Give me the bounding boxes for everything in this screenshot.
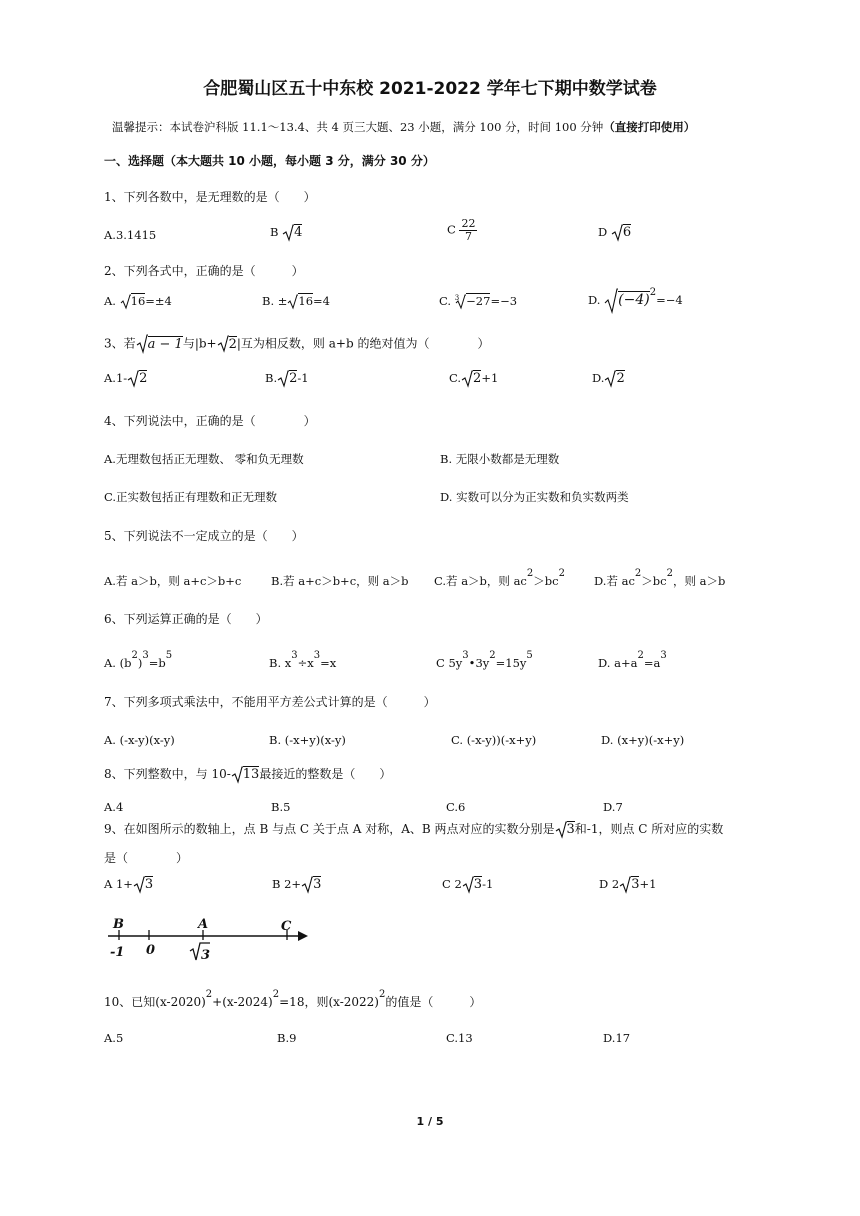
q9-a-prefix: A 1+ bbox=[104, 877, 133, 891]
q1-option-d bbox=[598, 224, 631, 242]
q5-d-exp-1: 2 bbox=[634, 568, 642, 579]
q3-option-d bbox=[592, 370, 625, 388]
q2-c-root-index: 3 bbox=[454, 294, 460, 303]
q6-c-post: =15y bbox=[495, 656, 527, 670]
q8-stem-post: 最接近的整数是（ ） bbox=[259, 767, 392, 781]
q10-stem-pre: 10、已知(x-2020) bbox=[104, 995, 206, 1009]
exam-hint bbox=[112, 119, 695, 135]
hint-bold: （直接打印使用） bbox=[603, 120, 696, 134]
q6-c-mid: •3y bbox=[468, 656, 490, 670]
number-line-figure bbox=[104, 912, 314, 964]
radical-sign-icon bbox=[611, 224, 623, 242]
q3-radicand-2: 2 bbox=[228, 336, 237, 352]
arrow-right-icon bbox=[298, 931, 308, 941]
q1-option-b bbox=[270, 224, 302, 242]
q6-b-pre: B. x bbox=[269, 656, 292, 670]
question-9-stem bbox=[104, 820, 723, 839]
section-heading: 一、选择题（本大题共 10 小题，每小题 3 分，满分 30 分） bbox=[104, 154, 435, 168]
radical-sign-icon bbox=[462, 876, 474, 894]
q5-option-d bbox=[594, 568, 726, 589]
q5-c-pre: C.若 a＞b，则 ac bbox=[434, 574, 527, 588]
radical-sign-icon bbox=[555, 821, 567, 839]
q9-radicand: 3 bbox=[566, 822, 575, 837]
q6-a-pre: A. (b bbox=[104, 656, 132, 670]
q2-d-prefix: D. bbox=[588, 293, 601, 307]
q10-option-c: C.13 bbox=[446, 1031, 473, 1045]
q6-a-exp-2: 3 bbox=[142, 650, 149, 661]
q6-c-exp-2: 2 bbox=[489, 650, 496, 661]
q6-b-exp-2: 3 bbox=[313, 650, 321, 661]
q9-d-prefix: D 2 bbox=[599, 877, 620, 891]
q8-stem-pre: 8、下列整数中，与 10- bbox=[104, 767, 231, 781]
q5-option-c bbox=[434, 568, 565, 589]
q4-option-b: B. 无限小数都是无理数 bbox=[440, 452, 560, 466]
question-2-stem: 2、下列各式中，正确的是（ ） bbox=[104, 264, 304, 278]
radical-sign-icon bbox=[604, 288, 618, 314]
q1-b-radicand: 4 bbox=[294, 225, 303, 240]
radical-sign-icon bbox=[287, 294, 298, 310]
q8-option-b: B.5 bbox=[271, 800, 291, 814]
q1-c-fraction bbox=[459, 218, 477, 243]
q3-stem-mid: 与|b+ bbox=[182, 336, 217, 351]
q2-option-c bbox=[439, 294, 517, 310]
q9-option-b bbox=[272, 876, 321, 894]
q9-b-prefix: B 2+ bbox=[272, 877, 302, 891]
q6-a-exp-1: 2 bbox=[131, 650, 138, 661]
q5-c-exp-2: 2 bbox=[558, 568, 565, 579]
q6-b-mid: ÷x bbox=[297, 656, 314, 670]
q5-option-b: B.若 a+c＞b+c，则 a＞b bbox=[271, 574, 409, 588]
radical-sign-icon bbox=[619, 876, 631, 894]
q2-d-suffix: =−4 bbox=[656, 293, 683, 307]
q3-stem-post: |互为相反数，则 a+b 的绝对值为（ ） bbox=[236, 336, 490, 351]
q2-b-suffix: =4 bbox=[313, 294, 330, 308]
hint-text: 温馨提示：本试卷沪科版 11.1～13.4、共 4 页三大题、23 小题，满分 100 分，时间 100 分钟 bbox=[112, 120, 604, 134]
q6-option-a bbox=[104, 650, 173, 670]
q3-d-prefix: D. bbox=[592, 371, 605, 385]
point-label-a: A bbox=[198, 917, 209, 932]
tick-label-neg1: -1 bbox=[110, 945, 125, 960]
q6-option-d bbox=[598, 650, 667, 670]
q8-option-c: C.6 bbox=[446, 800, 466, 814]
q3-c-suffix: +1 bbox=[481, 371, 499, 385]
q2-c-suffix: =−3 bbox=[490, 294, 518, 308]
q1-option-c bbox=[447, 218, 477, 243]
q3-c-prefix: C. bbox=[449, 371, 462, 385]
q3-option-c bbox=[449, 370, 498, 388]
q10-stem-post: 的值是（ ） bbox=[385, 995, 482, 1009]
q2-a-suffix: =±4 bbox=[145, 294, 172, 308]
q3-a-radicand: 2 bbox=[139, 371, 148, 386]
fraction-numerator: 22 bbox=[461, 217, 476, 230]
q2-a-radicand: 16 bbox=[130, 294, 146, 308]
question-9-stem-line2: 是（ ） bbox=[104, 851, 189, 865]
radical-sign-icon bbox=[133, 876, 145, 894]
q2-a-prefix: A. bbox=[104, 294, 116, 308]
q6-d-pre: D. a+a bbox=[598, 656, 638, 670]
radical-sign-icon bbox=[127, 370, 139, 388]
q3-option-a bbox=[104, 370, 147, 388]
q7-option-a: A. (-x-y)(x-y) bbox=[104, 733, 175, 747]
q1-d-prefix: D bbox=[598, 225, 608, 239]
q3-c-radicand: 2 bbox=[473, 371, 482, 386]
q2-d-exponent: 2 bbox=[649, 287, 657, 298]
radical-sign-icon bbox=[217, 335, 229, 353]
question-1-stem: 1、下列各数中，是无理数的是（ ） bbox=[104, 190, 316, 204]
q8-option-a: A.4 bbox=[104, 800, 124, 814]
q3-b-prefix: B. bbox=[265, 371, 278, 385]
radical-sign-icon bbox=[455, 294, 466, 310]
q3-a-prefix: A.1- bbox=[104, 371, 128, 385]
q6-c-pre: C 5y bbox=[436, 656, 463, 670]
q6-c-exp-3: 5 bbox=[526, 650, 533, 661]
q7-option-d: D. (x+y)(-x+y) bbox=[601, 733, 685, 747]
tick-label-sqrt3: 3 bbox=[201, 948, 211, 963]
q5-d-post: ，则 a＞b bbox=[672, 574, 726, 588]
q6-option-c bbox=[436, 650, 533, 670]
q10-option-b: B.9 bbox=[277, 1031, 297, 1045]
question-6-stem: 6、下列运算正确的是（ ） bbox=[104, 612, 268, 626]
q8-option-d: D.7 bbox=[603, 800, 623, 814]
q6-d-exp-2: 3 bbox=[660, 650, 667, 661]
question-8-stem bbox=[104, 765, 391, 784]
tick-label-0: 0 bbox=[146, 943, 156, 958]
q10-stem-mid2: =18，则(x-2022) bbox=[279, 995, 379, 1009]
q6-d-exp-1: 2 bbox=[637, 650, 644, 661]
q3-option-b bbox=[265, 370, 309, 388]
q9-stem-pre: 9、在如图所示的数轴上，点 B 与点 C 关于点 A 对称，A、B 两点对应的实数分别是 bbox=[104, 822, 555, 836]
q3-b-suffix: -1 bbox=[297, 371, 309, 385]
q1-c-prefix: C bbox=[447, 222, 456, 237]
q9-d-suffix: +1 bbox=[639, 877, 657, 891]
radical-sign-icon bbox=[277, 370, 289, 388]
q5-c-exp-1: 2 bbox=[526, 568, 534, 579]
q2-b-prefix: B. ± bbox=[262, 294, 288, 308]
q3-radicand-1: a − 1 bbox=[147, 336, 183, 352]
exam-title: 合肥蜀山区五十中东校 2021-2022 学年七下期中数学试卷 bbox=[203, 79, 657, 99]
q5-d-mid: ＞bc bbox=[641, 574, 667, 588]
question-10-stem bbox=[104, 989, 482, 1010]
radical-sign-icon bbox=[136, 334, 148, 354]
q7-option-c: C. (-x-y))(-x+y) bbox=[451, 733, 537, 747]
page-number: 1 / 5 bbox=[416, 1115, 444, 1128]
q2-d-radicand: (−4) bbox=[618, 292, 650, 308]
question-4-stem: 4、下列说法中，正确的是（ ） bbox=[104, 414, 316, 428]
radical-sign-icon bbox=[120, 294, 131, 310]
radical-sign-icon bbox=[301, 876, 313, 894]
q5-option-a: A.若 a＞b，则 a+c＞b+c bbox=[104, 574, 242, 588]
q10-exp-1: 2 bbox=[205, 989, 213, 1000]
q9-stem-post: 和-1，则点 C 所对应的实数 bbox=[574, 822, 724, 836]
q2-option-b bbox=[262, 294, 330, 310]
q10-stem-mid1: +(x-2024) bbox=[212, 995, 273, 1009]
q9-option-c bbox=[442, 876, 493, 894]
q2-c-prefix: C. bbox=[439, 294, 452, 308]
radical-sign-icon bbox=[231, 766, 243, 784]
q9-c-prefix: C 2 bbox=[442, 877, 462, 891]
q4-option-c: C.正实数包括正有理数和正无理数 bbox=[104, 490, 278, 504]
q9-a-radicand: 3 bbox=[144, 877, 154, 892]
q9-b-radicand: 3 bbox=[313, 877, 322, 892]
q9-c-radicand: 3 bbox=[473, 877, 483, 892]
q10-exp-2: 2 bbox=[272, 989, 280, 1000]
q1-d-radicand: 6 bbox=[622, 225, 632, 240]
q6-b-post: =x bbox=[320, 656, 337, 670]
q3-stem-pre: 3、若 bbox=[104, 336, 136, 351]
q5-c-mid: ＞bc bbox=[533, 574, 559, 588]
q10-exp-3: 2 bbox=[378, 989, 386, 1000]
q9-d-radicand: 3 bbox=[631, 877, 640, 892]
q9-option-d bbox=[599, 876, 656, 894]
q4-option-d: D. 实数可以分为正实数和负实数两类 bbox=[440, 490, 629, 504]
question-3-stem bbox=[104, 334, 489, 354]
q2-c-radicand: −27 bbox=[466, 294, 491, 308]
question-5-stem: 5、下列说法不一定成立的是（ ） bbox=[104, 529, 304, 543]
q6-d-post: =a bbox=[643, 656, 661, 670]
q8-radicand: 13 bbox=[242, 767, 260, 782]
q3-b-radicand: 2 bbox=[289, 371, 298, 386]
q1-b-prefix: B bbox=[270, 225, 279, 239]
q3-d-radicand: 2 bbox=[616, 371, 625, 386]
q6-b-exp-1: 3 bbox=[291, 650, 298, 661]
q6-a-exp-3: 5 bbox=[165, 650, 173, 661]
q1-option-a: A.3.1415 bbox=[104, 228, 157, 242]
q2-option-a bbox=[104, 294, 172, 310]
q6-option-b bbox=[269, 650, 337, 670]
fraction-denominator: 7 bbox=[464, 230, 472, 243]
q2-option-d bbox=[588, 288, 683, 314]
point-label-c: C bbox=[281, 919, 292, 934]
q9-c-suffix: -1 bbox=[482, 877, 494, 891]
radical-sign-icon bbox=[604, 370, 616, 388]
point-label-b: B bbox=[113, 917, 124, 932]
radical-sign-icon bbox=[282, 224, 294, 242]
q10-option-d: D.17 bbox=[603, 1031, 631, 1045]
radical-sign-icon bbox=[461, 370, 473, 388]
q9-option-a bbox=[104, 876, 153, 894]
question-7-stem: 7、下列多项式乘法中，不能用平方差公式计算的是（ ） bbox=[104, 695, 436, 709]
q5-d-exp-2: 2 bbox=[666, 568, 673, 579]
q5-d-pre: D.若 ac bbox=[594, 574, 635, 588]
q2-b-radicand: 16 bbox=[298, 294, 314, 308]
q7-option-b: B. (-x+y)(x-y) bbox=[269, 733, 346, 747]
q6-a-post: =b bbox=[148, 656, 166, 670]
q6-c-exp-1: 3 bbox=[462, 650, 469, 661]
q10-option-a: A.5 bbox=[104, 1031, 124, 1045]
q6-a-mid: ) bbox=[137, 656, 143, 670]
q4-option-a: A.无理数包括正无理数、 零和负无理数 bbox=[104, 452, 304, 466]
